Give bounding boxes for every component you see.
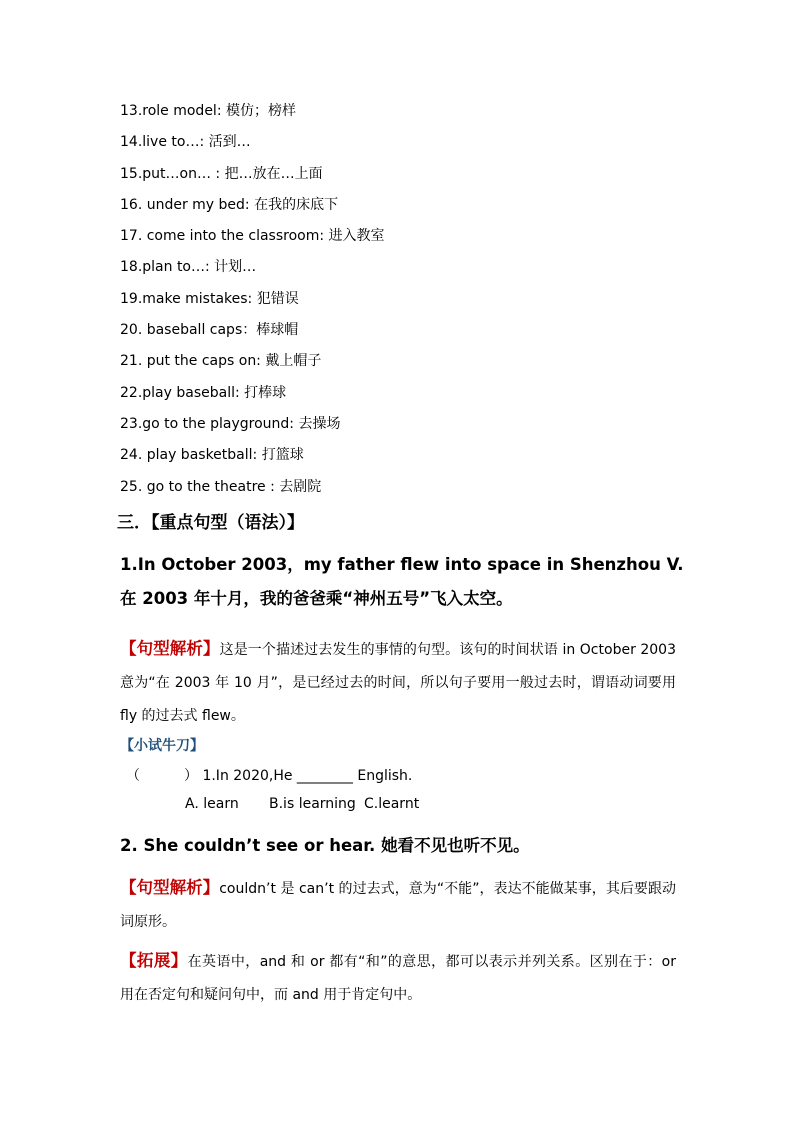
analysis-tag: 【句型解析】 xyxy=(120,639,220,658)
option-a: A. learn xyxy=(185,796,239,812)
vocab-item: 17. come into the classroom: 进入教室 xyxy=(120,228,385,245)
vocab-item: 16. under my bed: 在我的床底下 xyxy=(120,196,339,213)
vocab-item: 24. play basketball: 打篮球 xyxy=(120,447,304,464)
section-heading: 三．【重点句型（语法）】 xyxy=(117,513,304,533)
answer-paren-open: （ xyxy=(126,768,140,784)
quiz-options xyxy=(185,796,419,812)
sentence-2-analysis xyxy=(120,871,676,939)
option-c: C.learnt xyxy=(364,796,420,812)
answer-paren-close: ） xyxy=(184,768,198,784)
analysis-tag: 【句型解析】 xyxy=(120,878,220,897)
vocab-item: 14.live to…: 活到… xyxy=(120,134,251,151)
key-sentence-2: 2. She couldn’t see or hear. 她看不见也听不见。 xyxy=(120,836,530,855)
vocabulary-list xyxy=(120,96,700,503)
vocab-item: 20. baseball caps：棒球帽 xyxy=(120,322,299,339)
option-b: B.is learning xyxy=(269,796,356,812)
practice-tag: 【小试牛刀】 xyxy=(120,738,204,754)
vocab-item: 22.play baseball: 打棒球 xyxy=(120,384,287,401)
extension-note xyxy=(120,944,676,1012)
vocab-item: 19.make mistakes: 犯错误 xyxy=(120,290,299,307)
analysis-text: 这是一个描述过去发生的事情的句型。该句的时间状语 in October 2003 意为“在 2003 年 10 月”，是已经过去的时间，所以句子要用一般过去时，谓语动词要用 fly 的过去式 flew。 xyxy=(120,642,676,724)
vocab-item: 15.put…on… : 把…放在…上面 xyxy=(120,165,323,182)
extension-text: 在英语中，and 和 or 都有“和”的意思，都可以表示并列关系。区别在于：or 用在否定句和疑问句中，而 and 用于肯定句中。 xyxy=(120,954,676,1003)
vocab-item: 23.go to the playground: 去操场 xyxy=(120,415,341,432)
vocab-item: 21. put the caps on: 戴上帽子 xyxy=(120,353,322,370)
vocab-item: 13.role model: 模仿；榜样 xyxy=(120,103,296,119)
key-sentence-1: 1.In October 2003，my father flew into space in Shenzhou V. 在 2003 年十月，我的爸爸乘“神州五号”飞入太空。 xyxy=(120,555,684,608)
sentence-1-analysis xyxy=(120,632,676,733)
question-text: 1.In 2020,He ________ English. xyxy=(202,768,413,784)
analysis-text: couldn’t 是 can’t 的过去式，意为“不能”，表达不能做某事，其后要跟动词原形。 xyxy=(120,881,676,930)
vocab-item: 18.plan to…: 计划… xyxy=(120,259,257,276)
extension-tag: 【拓展】 xyxy=(120,951,188,970)
vocab-item: 25. go to the theatre : 去剧院 xyxy=(120,478,322,495)
quiz-question xyxy=(126,765,412,785)
